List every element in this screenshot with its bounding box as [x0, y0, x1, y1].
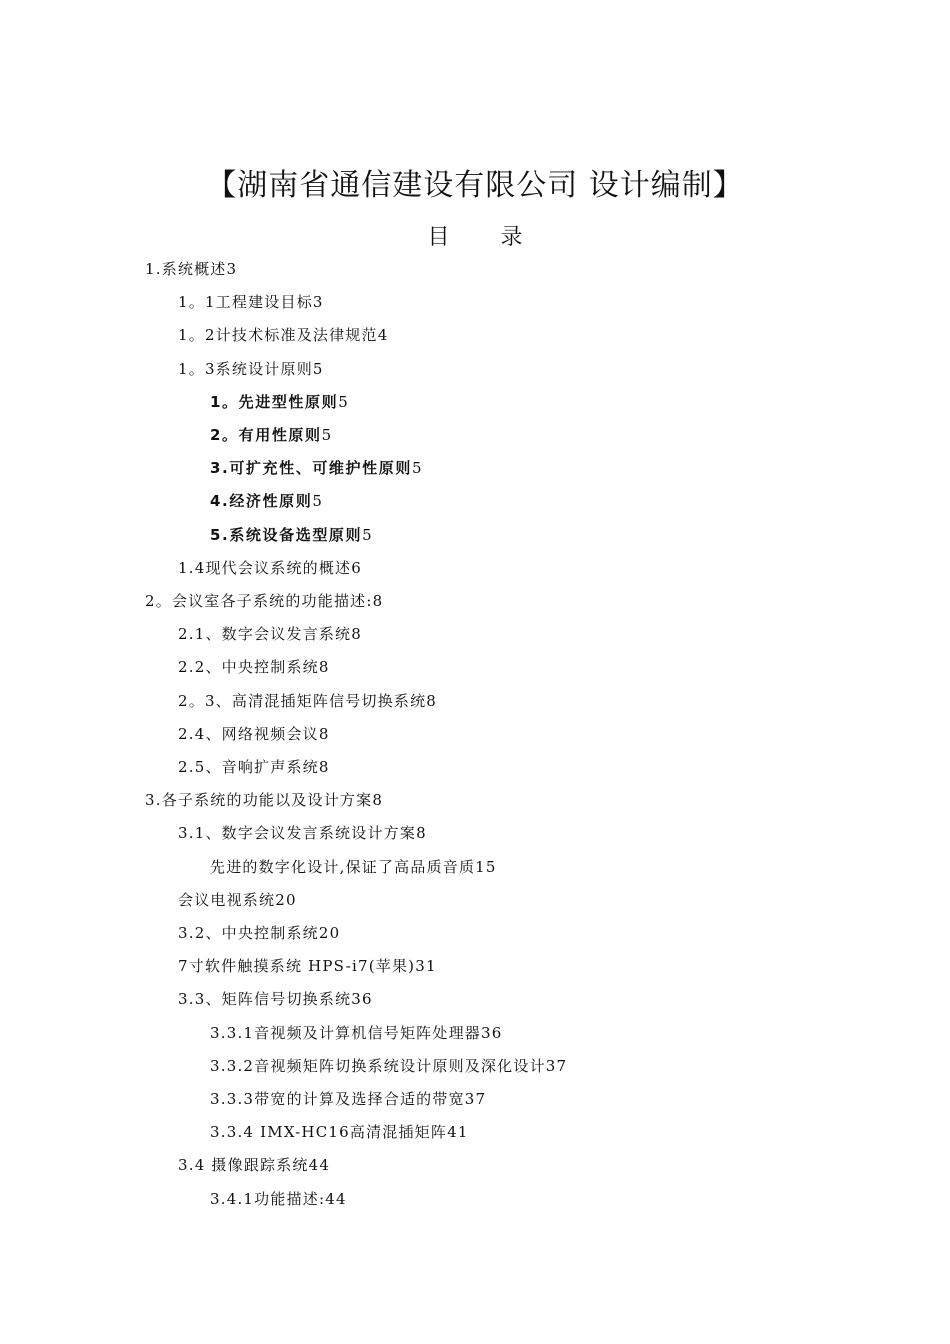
toc-entry — [210, 1021, 502, 1045]
toc-entry-page: 5 — [362, 525, 374, 544]
toc-entry-text: 3.3.3带宽的计算及选择合适的带宽 — [210, 1090, 465, 1108]
toc-entry — [210, 489, 324, 513]
toc-entry-page: 44 — [325, 1189, 347, 1208]
toc-entry — [178, 622, 362, 646]
toc-entry-text: 4.经济性原则 — [210, 492, 313, 511]
toc-entry-page: 5 — [338, 392, 350, 411]
toc-entry-text: 3.各子系统的功能以及设计方案 — [145, 791, 373, 810]
toc-entry — [178, 987, 373, 1011]
toc-entry-text: 3.3.1音视频及计算机信号矩阵处理器 — [210, 1023, 481, 1042]
toc-entry — [210, 1187, 347, 1211]
toc-entry-text: 1.系统概述 — [145, 260, 227, 278]
toc-entry-text: 2。3、高清混插矩阵信号切换系统 — [178, 691, 427, 710]
toc-entry — [178, 722, 330, 746]
toc-entry-page: 15 — [475, 857, 497, 876]
toc-entry-text: 2。有用性原则 — [210, 426, 322, 444]
toc-entry-page: 3 — [312, 293, 324, 312]
toc-entry — [145, 589, 383, 613]
toc-entry — [145, 257, 237, 281]
toc-entry-text: 1。1工程建设目标 — [178, 293, 313, 312]
toc-entry — [178, 689, 437, 713]
toc-entry-text: 3.2、中央控制系统 — [178, 924, 319, 942]
toc-entry — [210, 1054, 567, 1078]
toc-entry — [178, 921, 340, 945]
toc-entry — [210, 523, 373, 547]
toc-entry-text: 3.可扩充性、可维护性原则 — [210, 459, 412, 478]
toc-entry-text: 3.4.1功能描述: — [210, 1189, 326, 1208]
toc-entry — [178, 821, 427, 845]
toc-entry-page: 44 — [308, 1156, 331, 1175]
toc-entry-text: 3.3、矩阵信号切换系统 — [178, 990, 352, 1009]
toc-entry-page: 8 — [318, 724, 330, 743]
toc-entry-page: 8 — [351, 625, 363, 644]
toc-entry — [210, 1120, 469, 1144]
toc-entry-text: 3.3.4 IMX-HC16高清混插矩阵 — [210, 1123, 448, 1142]
toc-entry-text: 3.1、数字会议发言系统设计方案 — [178, 824, 417, 843]
toc-entry — [210, 456, 423, 480]
toc-entry-page: 41 — [447, 1123, 469, 1142]
toc-entry — [178, 357, 324, 381]
toc-entry-page: 37 — [545, 1056, 568, 1075]
toc-entry-page: 8 — [318, 658, 330, 677]
toc-entry-page: 8 — [372, 592, 384, 610]
toc-entry-text: 7寸软件触摸系统 HPS-i7(苹果) — [178, 957, 416, 976]
toc-entry — [178, 655, 330, 679]
toc-entry — [178, 556, 362, 580]
toc-entry-text: 3.4 摄像跟踪系统 — [178, 1156, 309, 1175]
toc-entry-page: 4 — [377, 326, 389, 345]
toc-entry-page: 5 — [312, 492, 324, 511]
toc-entry-page: 5 — [312, 359, 324, 378]
toc-entry — [210, 390, 349, 414]
document-title: 【湖南省通信建设有限公司 设计编制】 — [206, 168, 744, 203]
toc-entry-text: 1。先进型性原则 — [210, 392, 339, 411]
toc-entry-page: 20 — [275, 890, 297, 909]
toc-entry — [178, 888, 297, 912]
toc-entry-page: 5 — [321, 426, 333, 444]
toc-entry-page: 5 — [411, 459, 424, 478]
toc-heading: 目 录 — [427, 225, 545, 250]
toc-entry-page: 31 — [415, 957, 437, 976]
toc-entry — [145, 788, 383, 812]
toc-entry — [210, 1087, 486, 1111]
toc-entry-page: 3 — [226, 260, 238, 278]
toc-entry-text: 2.2、中央控制系统 — [178, 658, 319, 677]
toc-entry-page: 36 — [480, 1023, 503, 1042]
toc-entry-text: 1.4现代会议系统的概述 — [178, 558, 352, 577]
toc-entry-text: 1。2计技术标准及法律规范 — [178, 326, 378, 345]
toc-entry-page: 8 — [426, 691, 438, 710]
toc-entry — [178, 290, 324, 314]
toc-entry-text: 先进的数字化设计,保证了高品质音质 — [210, 857, 476, 876]
toc-entry-text: 5.系统设备选型原则 — [210, 525, 363, 544]
toc-entry-text: 1。3系统设计原则 — [178, 359, 313, 378]
toc-entry-page: 20 — [318, 924, 341, 942]
toc-entry-page: 8 — [372, 791, 384, 810]
toc-entry-page: 37 — [464, 1090, 487, 1108]
toc-entry-text: 2.4、网络视频会议 — [178, 724, 319, 743]
toc-entry — [178, 1153, 330, 1177]
toc-entry-text: 2.1、数字会议发言系统 — [178, 625, 352, 644]
toc-entry-page: 6 — [351, 558, 363, 577]
toc-entry-text: 2.5、音响扩声系统 — [178, 758, 319, 776]
toc-entry-text: 2。会议室各子系统的功能描述: — [145, 592, 373, 610]
toc-entry-text: 3.3.2音视频矩阵切换系统设计原则及深化设计 — [210, 1056, 546, 1075]
toc-entry-page: 8 — [318, 758, 330, 776]
toc-entry-page: 36 — [351, 990, 373, 1009]
toc-entry — [178, 755, 330, 779]
toc-entry-text: 会议电视系统 — [178, 890, 276, 909]
toc-entry — [210, 423, 333, 447]
toc-entry — [178, 954, 437, 978]
toc-entry-page: 8 — [416, 824, 427, 843]
toc-entry — [178, 323, 388, 347]
toc-entry — [210, 855, 497, 879]
